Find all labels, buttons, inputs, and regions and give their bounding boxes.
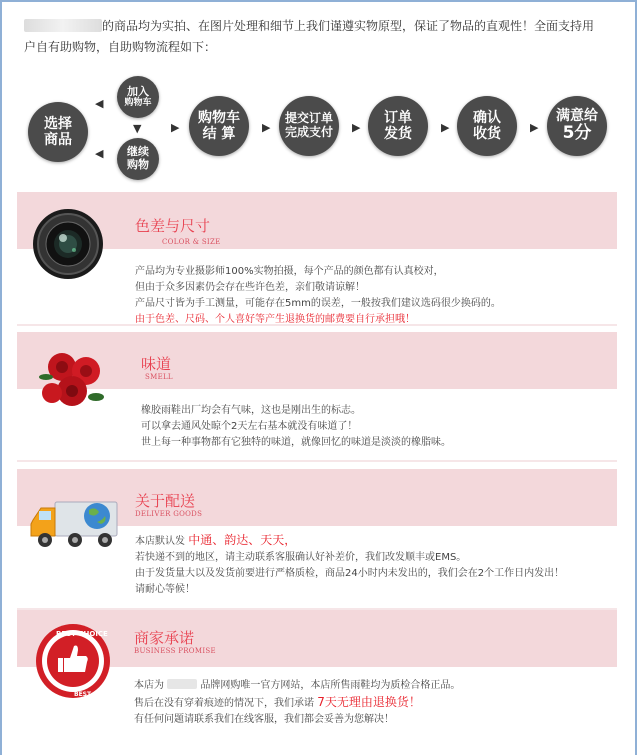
flow-step-add-line1: 加入 [126, 84, 149, 98]
flow-step-submit-order [279, 96, 339, 156]
arrow-right-icon: ▶ [530, 121, 539, 134]
flow-step-select-line2: 商品 [44, 132, 72, 148]
smell-line-2: 可以拿去通风处晾个2天左右基本就没有味道了！ [141, 421, 358, 432]
delivery-line-2: 由于发货量大以及发货前要进行严格质检，商品24小时内未发出的，我们会在2个工作日内发出！ [135, 568, 565, 579]
flow-step-checkout-line1: 购物车 [198, 109, 240, 126]
flow-step-add-line2: 购物车 [124, 98, 152, 109]
section-subtitle-promise: BUSINESS PROMISE [134, 647, 216, 655]
flow-step-checkout [189, 96, 249, 156]
section-body-delivery [135, 532, 564, 598]
promise-line-3: 有任何问题请联系我们在线客服，我们都会妥善为您解决！ [134, 714, 394, 725]
intro-text [24, 16, 614, 58]
section-divider [17, 460, 617, 462]
section-title-promise: 商家承诺 [134, 629, 195, 647]
flow-step-rate [547, 96, 607, 156]
section-title-color-size: 色差与尺寸 [135, 217, 211, 235]
flow-step-submit-line1: 提交订单 [284, 111, 333, 126]
blurred-brand-name [167, 679, 197, 689]
delivery-couriers: 中通、韵达、天天， [188, 533, 297, 547]
flow-step-select-line1: 选择 [44, 115, 72, 132]
flow-step-ship-line2: 发货 [384, 126, 412, 142]
section-body-promise [134, 678, 460, 728]
arrow-right-icon: ▶ [171, 121, 180, 134]
section-body-smell [141, 403, 451, 451]
flow-step-checkout-line2: 结 算 [202, 126, 236, 142]
flow-step-continue [117, 138, 159, 180]
arrow-right-icon: ▶ [262, 121, 271, 134]
arrow-right-icon: ▶ [441, 121, 450, 134]
flow-step-continue-line2: 购物 [127, 158, 149, 171]
smell-line-1: 橡胶雨鞋出厂均会有气味，这也是刚出生的标志。 [141, 405, 361, 416]
flow-step-select [28, 102, 88, 162]
section-title-delivery: 关于配送 [135, 492, 196, 510]
return-prefix: 售后在没有穿着痕迹的情况下，我们承诺 [134, 698, 314, 709]
section-band-color-size [17, 192, 617, 249]
best-choice-badge-icon [34, 622, 119, 700]
delivery-truck-icon [27, 494, 122, 554]
arrow-down-icon: ▼ [133, 122, 142, 135]
badge-bottom-text: BEST CHOICE [74, 691, 119, 698]
section-title-smell: 味道 [141, 355, 172, 373]
delivery-line-3: 请耐心等候！ [135, 584, 195, 595]
flow-step-continue-line1: 继续 [127, 145, 149, 159]
return-policy-highlight: 7天无理由退换货！ [317, 695, 421, 709]
color-size-line-3: 产品尺寸皆为手工测量，可能存在5mm的误差，一般按我们建议选码很少换码的。 [135, 298, 501, 309]
flow-step-receive-line1: 确认 [473, 109, 501, 126]
flow-step-ship [368, 96, 428, 156]
section-subtitle-smell: SMELL [145, 373, 173, 381]
flow-step-rate-line2: 5分 [562, 123, 592, 144]
flow-step-rate-line1: 满意给 [556, 108, 598, 125]
promise-line-1: 品牌网购唯一官方网站，本店所售雨鞋均为质检合格正品。 [200, 680, 461, 691]
flow-step-submit-line2: 完成支付 [284, 125, 333, 139]
section-body-color-size [135, 264, 501, 328]
flow-step-ship-line1: 订单 [384, 109, 412, 126]
arrow-right-icon: ▶ [352, 121, 361, 134]
delivery-line-1: 若快递不到的地区，请主动联系客服确认好补差价，我们改发顺丰或EMS。 [135, 552, 467, 563]
arrow-left-icon: ◀ [95, 147, 104, 160]
flow-step-add-to-cart [117, 76, 159, 118]
flow-step-receive-line2: 收货 [473, 126, 501, 142]
section-subtitle-delivery: DELIVER GOODS [135, 510, 203, 518]
intro-line-1: 的商品均为实拍、在图片处理和细节上我们谨遵实物原型，保证了物品的直观性！全面支持用 [102, 19, 595, 33]
color-size-warning: 由于色差、尺码、个人喜好等产生退换货的邮费要自行承担哦！ [135, 314, 415, 325]
intro-line-2: 户自有助购物，自助购物流程如下： [24, 40, 217, 54]
flow-step-confirm-receipt [457, 96, 517, 156]
blurred-store-name [24, 19, 102, 32]
color-size-line-1: 产品均为专业摄影师100%实物拍摄，每个产品的颜色都有认真校对， [135, 266, 444, 277]
color-size-line-2: 但由于众多因素仍会存在些许色差，亲们敬请谅解！ [135, 282, 365, 293]
arrow-left-icon: ◀ [95, 97, 104, 110]
promise-prefix: 本店为 [134, 680, 164, 691]
roses-icon [32, 345, 114, 417]
section-subtitle-color-size: COLOR & SIZE [162, 238, 221, 246]
badge-top-text: BEST CHOICE [56, 630, 108, 638]
smell-line-3: 世上每一种事物都有它独特的味道，就像回忆的味道是淡淡的橡脂味。 [141, 437, 451, 448]
delivery-default-prefix: 本店默认发 [135, 536, 185, 547]
camera-lens-icon [32, 208, 104, 280]
